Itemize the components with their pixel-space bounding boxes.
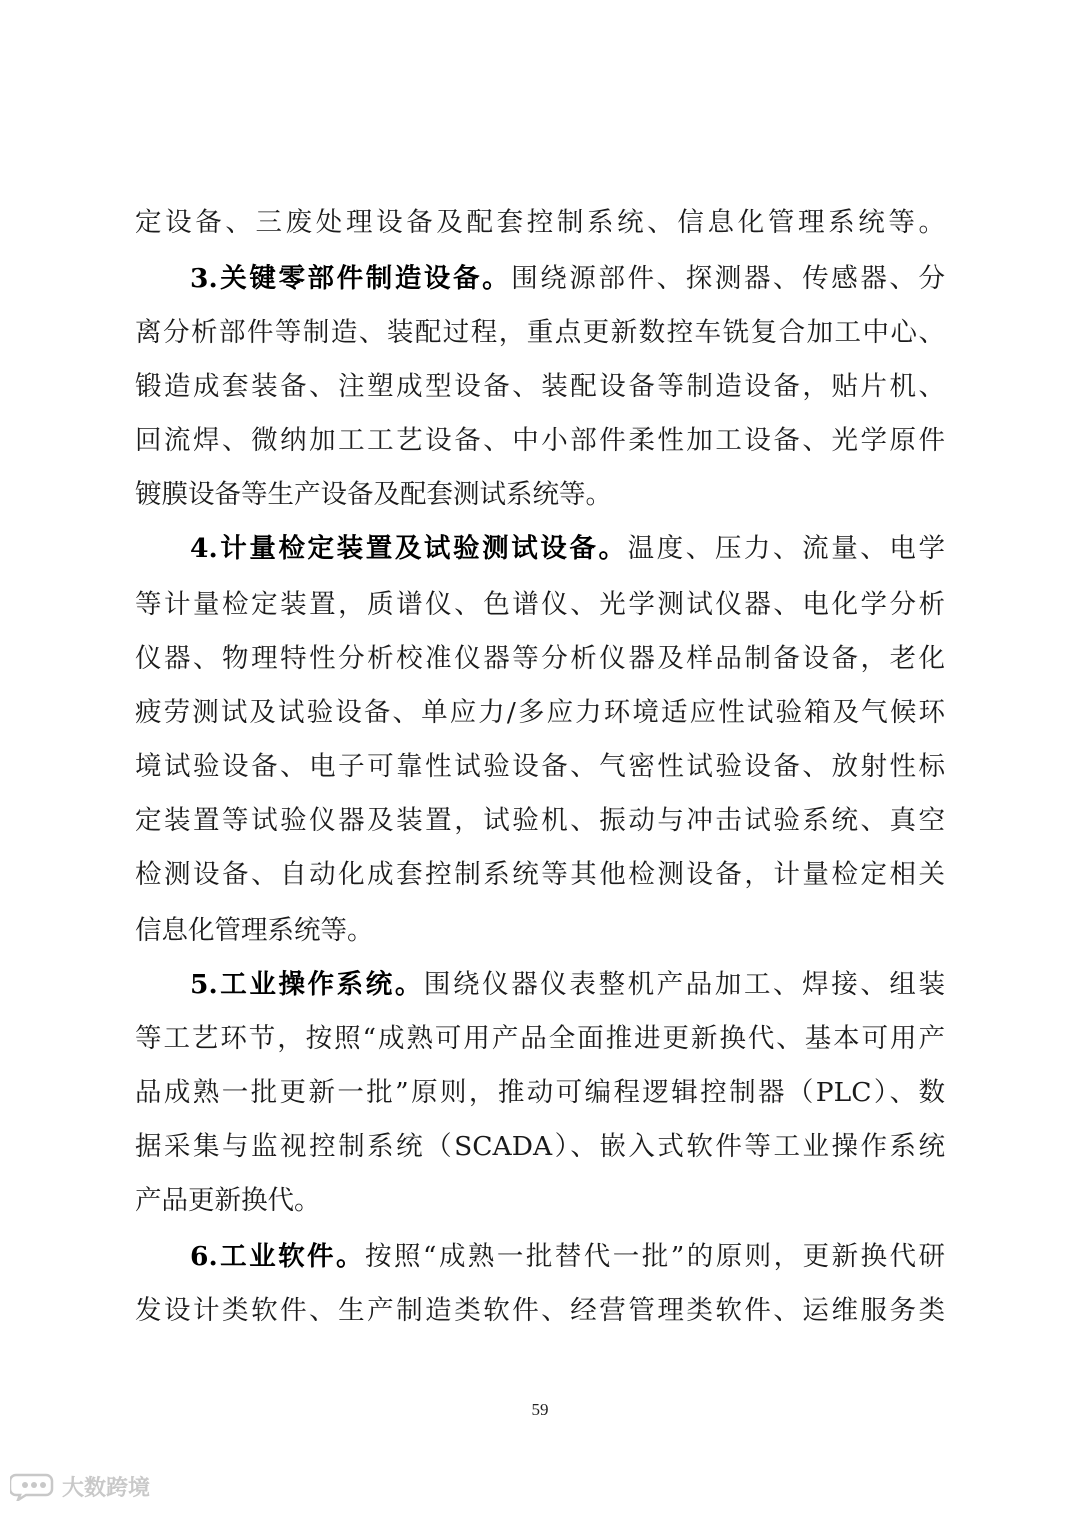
- line-text: 发设计类软件、生产制造类软件、经营管理类软件、运维服务类: [135, 1295, 945, 1326]
- line-text: 等工艺环节，按照“成熟可用产品全面推进更新换代、基本可用产: [135, 1023, 945, 1054]
- section-heading-line: [190, 958, 945, 1012]
- section-heading: 4.计量检定装置及试验测试设备。: [190, 533, 628, 564]
- text-line: [135, 196, 945, 250]
- line-text: 围绕源部件、探测器、传感器、分: [511, 263, 945, 294]
- section-heading: 3.关键零部件制造设备。: [190, 263, 512, 294]
- line-text: 据采集与监视控制系统（SCADA）、嵌入式软件等工业操作系统: [135, 1131, 945, 1162]
- line-text: 定设备、三废处理设备及配套控制系统、信息化管理系统等。: [135, 207, 945, 238]
- line-text: 镀膜设备等生产设备及配套测试系统等。: [135, 479, 612, 510]
- section-heading: 5.工业操作系统。: [190, 969, 424, 1000]
- section-heading: 6.工业软件。: [190, 1241, 365, 1272]
- text-line: [135, 686, 945, 740]
- text-line: [135, 1066, 945, 1120]
- watermark: [10, 1466, 150, 1506]
- line-text: 疲劳测试及试验设备、单应力/多应力环境适应性试验箱及气候环: [135, 697, 945, 728]
- line-text: 等计量检定装置，质谱仪、色谱仪、光学测试仪器、电化学分析: [135, 589, 945, 620]
- text-line: [135, 848, 945, 902]
- section-heading-line: [190, 522, 945, 576]
- line-text: 按照“成熟一批替代一批”的原则，更新换代研: [364, 1241, 945, 1272]
- text-line: [135, 1174, 945, 1228]
- line-text: 境试验设备、电子可靠性试验设备、气密性试验设备、放射性标: [135, 751, 945, 782]
- line-text: 温度、压力、流量、电学: [627, 533, 945, 564]
- text-line: [135, 306, 945, 360]
- line-text: 仪器、物理特性分析校准仪器等分析仪器及样品制备设备，老化: [135, 643, 945, 674]
- text-line: [135, 740, 945, 794]
- line-text: 锻造成套装备、注塑成型设备、装配设备等制造设备，贴片机、: [135, 371, 945, 402]
- line-text: 离分析部件等制造、装配过程，重点更新数控车铣复合加工中心、: [135, 317, 945, 348]
- text-line: [135, 1120, 945, 1174]
- text-line: [135, 632, 945, 686]
- line-text: 围绕仪器仪表整机产品加工、焊接、组装: [423, 969, 945, 1000]
- line-text: 品成熟一批更新一批”原则，推动可编程逻辑控制器（PLC）、数: [135, 1077, 945, 1108]
- line-text: 定装置等试验仪器及装置，试验机、振动与冲击试验系统、真空: [135, 805, 945, 836]
- text-line: [135, 360, 945, 414]
- logo-bubble-icon: [10, 1471, 56, 1501]
- line-text: 信息化管理系统等。: [135, 915, 374, 946]
- watermark-text: 大数跨境: [62, 1475, 151, 1501]
- page-number: 59: [531, 1400, 549, 1419]
- section-heading-line: [190, 1230, 945, 1284]
- section-heading-line: [190, 252, 945, 306]
- text-line: [135, 468, 945, 522]
- line-text: 检测设备、自动化成套控制系统等其他检测设备，计量检定相关: [135, 859, 945, 890]
- text-line: [135, 794, 945, 848]
- text-line: [135, 578, 945, 632]
- text-line: [135, 1284, 945, 1338]
- text-line: [135, 414, 945, 468]
- line-text: 回流焊、微纳加工工艺设备、中小部件柔性加工设备、光学原件: [135, 425, 945, 456]
- text-line: [135, 904, 945, 958]
- line-text: 产品更新换代。: [135, 1185, 321, 1216]
- text-line: [135, 1012, 945, 1066]
